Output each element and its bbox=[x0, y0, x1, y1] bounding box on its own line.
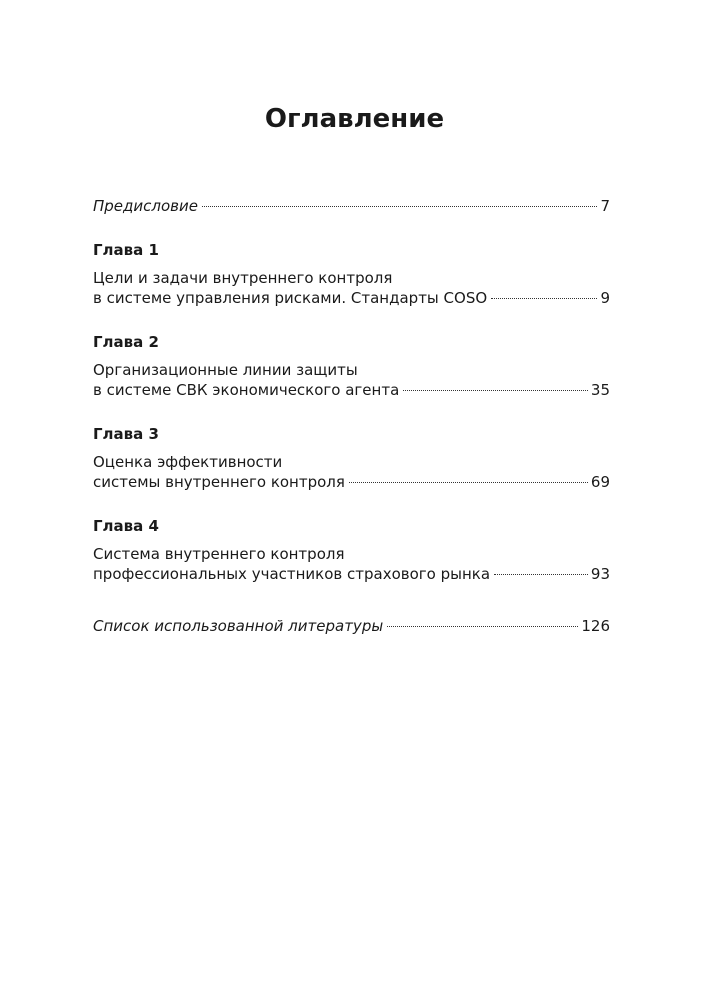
page-number: 126 bbox=[581, 617, 610, 635]
chapter-label: Глава 2 bbox=[93, 333, 159, 351]
page-number: 7 bbox=[600, 197, 610, 215]
toc-entry-chapter-2[interactable] bbox=[93, 380, 610, 400]
toc-entry-bibliography[interactable] bbox=[93, 616, 610, 636]
chapter-title-line[interactable]: Цели и задачи внутреннего контроля bbox=[93, 269, 393, 287]
page-number: 93 bbox=[590, 565, 610, 583]
dot-leader bbox=[202, 206, 597, 207]
page-number: 9 bbox=[600, 289, 610, 307]
chapter-title-line: в системе управления рисками. Стандарты COSO bbox=[93, 289, 488, 307]
dot-leader bbox=[387, 626, 578, 627]
chapter-title-line[interactable]: Система внутреннего контроля bbox=[93, 545, 345, 563]
chapter-label: Глава 4 bbox=[93, 517, 159, 535]
dot-leader bbox=[403, 390, 588, 391]
dot-leader bbox=[349, 482, 588, 483]
dot-leader bbox=[491, 298, 597, 299]
chapter-label: Глава 1 bbox=[93, 241, 159, 259]
toc-entry-chapter-3[interactable] bbox=[93, 472, 610, 492]
toc-entry-preface[interactable] bbox=[93, 196, 610, 216]
toc-entry-label: Предисловие bbox=[93, 197, 198, 215]
chapter-title-line[interactable]: Оценка эффективности bbox=[93, 453, 283, 471]
chapter-title-line: системы внутреннего контроля bbox=[93, 473, 345, 491]
chapter-title-line: в системе СВК экономического агента bbox=[93, 381, 400, 399]
toc-entry-chapter-4[interactable] bbox=[93, 564, 610, 584]
chapter-label: Глава 3 bbox=[93, 425, 159, 443]
toc-entry-chapter-1[interactable] bbox=[93, 288, 610, 308]
chapter-title-line: профессиональных участников страхового рынка bbox=[93, 565, 491, 583]
dot-leader bbox=[494, 574, 588, 575]
page-title: Оглавление bbox=[264, 104, 445, 134]
chapter-title-line[interactable]: Организационные линии защиты bbox=[93, 361, 358, 379]
page-number: 69 bbox=[590, 473, 610, 491]
page-number: 35 bbox=[590, 381, 610, 399]
toc-entry-label: Список использованной литературы bbox=[93, 617, 384, 635]
